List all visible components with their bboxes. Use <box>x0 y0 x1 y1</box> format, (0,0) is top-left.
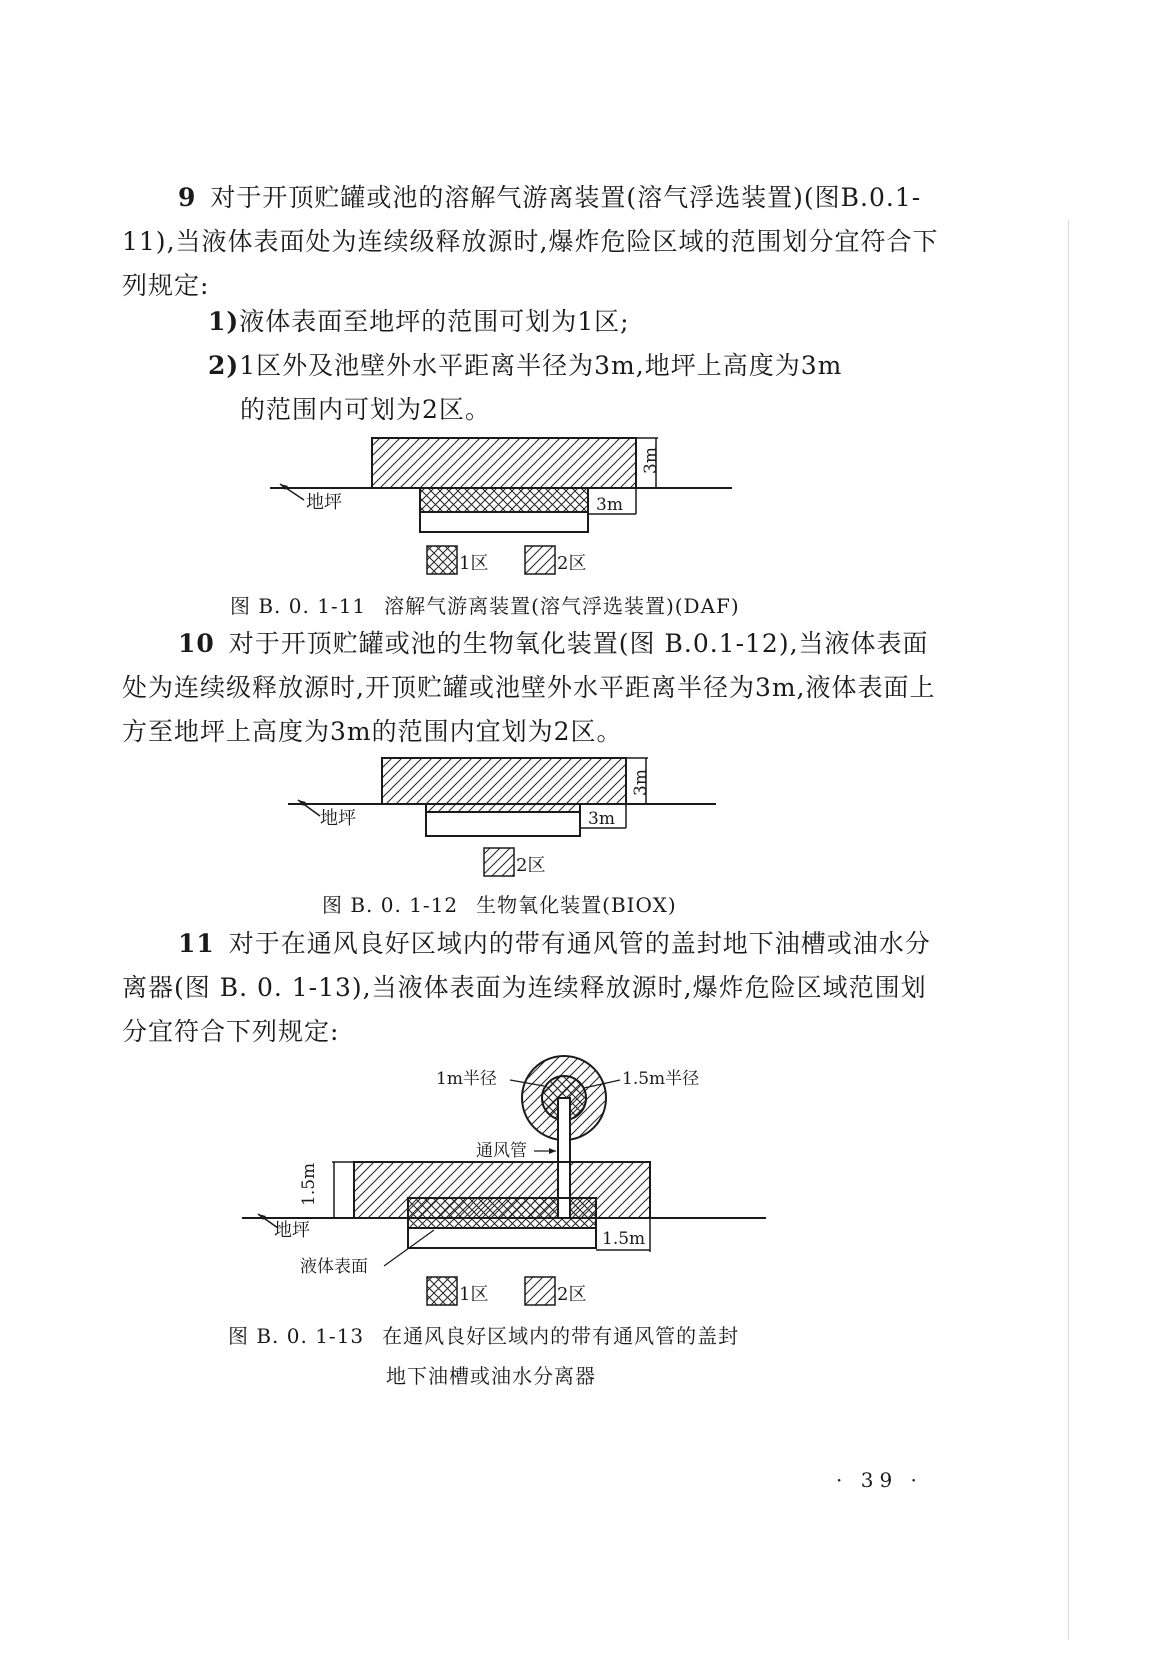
radius-1-5m-label: 1.5m半径 <box>622 1069 700 1089</box>
section-10-paragraph <box>122 622 942 754</box>
ground-label: 地坪 <box>306 492 342 513</box>
figure-b0111-legend <box>425 544 625 578</box>
legend-zone1-label: 1区 <box>459 1284 489 1305</box>
caption-number: 图 B. 0. 1-11 <box>230 594 367 618</box>
figure-b0112-caption <box>322 889 677 918</box>
item-2-number: 2) <box>208 351 240 380</box>
liquid-surface-label: 液体表面 <box>300 1257 368 1277</box>
caption-text: 溶解气游离装置(溶气浮选装置)(DAF) <box>384 594 740 618</box>
radius-1m-label: 1m半径 <box>436 1069 497 1089</box>
legend-zone2-swatch <box>484 848 514 876</box>
section-11-text: 对于在通风良好区域内的带有通风管的盖封地下油槽或油水分离器(图 B. 0. 1-13),当液体表面为连续释放源时,爆炸危险区域范围划分宜符合下列规定: <box>122 929 931 1046</box>
section-9-number: 9 <box>178 183 197 212</box>
section-9-item-2 <box>208 344 943 388</box>
legend-zone2-label: 2区 <box>516 855 546 876</box>
legend-zone2-swatch <box>525 1277 555 1305</box>
section-11-paragraph <box>122 922 942 1054</box>
legend-zone1-label: 1区 <box>459 553 489 574</box>
zone1-area <box>420 488 588 512</box>
caption-number: 图 B. 0. 1-13 <box>228 1324 365 1348</box>
caption-text: 在通风良好区域内的带有通风管的盖封 <box>382 1324 740 1348</box>
section-9-paragraph <box>122 176 942 308</box>
ground-label: 地坪 <box>274 1220 310 1241</box>
figure-b0111-caption <box>230 590 740 619</box>
height-dim-label: 3m <box>641 447 661 474</box>
ground-label: 地坪 <box>320 808 356 829</box>
figure-b0112-legend <box>482 846 582 880</box>
legend-zone1-swatch <box>427 1277 457 1305</box>
height-dim-label: 1.5m <box>299 1162 319 1206</box>
section-9-item-1 <box>208 300 943 344</box>
legend-zone2-swatch <box>525 546 555 574</box>
figure-b0112-diagram <box>280 750 730 846</box>
caption-text: 生物氧化装置(BIOX) <box>476 893 677 917</box>
width-dim-label: 3m <box>588 809 615 829</box>
legend-zone2-label: 2区 <box>557 553 587 574</box>
item-1-text: 液体表面至地坪的范围可划为1区; <box>239 307 630 336</box>
item-2-text: 1区外及池壁外水平距离半径为3m,地坪上高度为3m <box>239 351 843 380</box>
page-edge-line <box>1068 220 1069 1640</box>
width-dim-label: 1.5m <box>602 1229 646 1249</box>
figure-b0113-caption-line-2: 地下油槽或油水分离器 <box>386 1364 596 1388</box>
section-11-number: 11 <box>178 929 215 958</box>
figure-b0113-caption <box>228 1320 739 1349</box>
section-10-text: 对于开顶贮罐或池的生物氧化装置(图 B.0.1-12),当液体表面处为连续级释放源时,开顶贮罐或池壁外水平距离半径为3m,液体表面上方至地坪上高度为3m的范围内宜划为2区。 <box>122 629 936 746</box>
width-dim-label: 3m <box>596 495 623 515</box>
legend-zone1-swatch <box>427 546 457 574</box>
caption-number: 图 B. 0. 1-12 <box>322 893 459 917</box>
item-1-number: 1) <box>208 307 240 336</box>
section-9-text: 对于开顶贮罐或池的溶解气游离装置(溶气浮选装置)(图B.0.1-11),当液体表面处为连续级释放源时,爆炸危险区域的范围划分宜符合下列规定: <box>122 183 939 300</box>
section-10-number: 10 <box>178 629 215 658</box>
figure-b0113-diagram <box>238 1048 798 1284</box>
item-2-continuation: 的范围内可划为2区。 <box>240 395 491 424</box>
height-dim-label: 3m <box>631 769 651 796</box>
figure-b0113-legend <box>425 1275 625 1309</box>
legend-zone2-label: 2区 <box>557 1284 587 1305</box>
zone2-area <box>372 438 636 488</box>
vent-pipe-label: 通风管 <box>476 1141 527 1161</box>
page-number: · 39 · <box>836 1468 923 1492</box>
